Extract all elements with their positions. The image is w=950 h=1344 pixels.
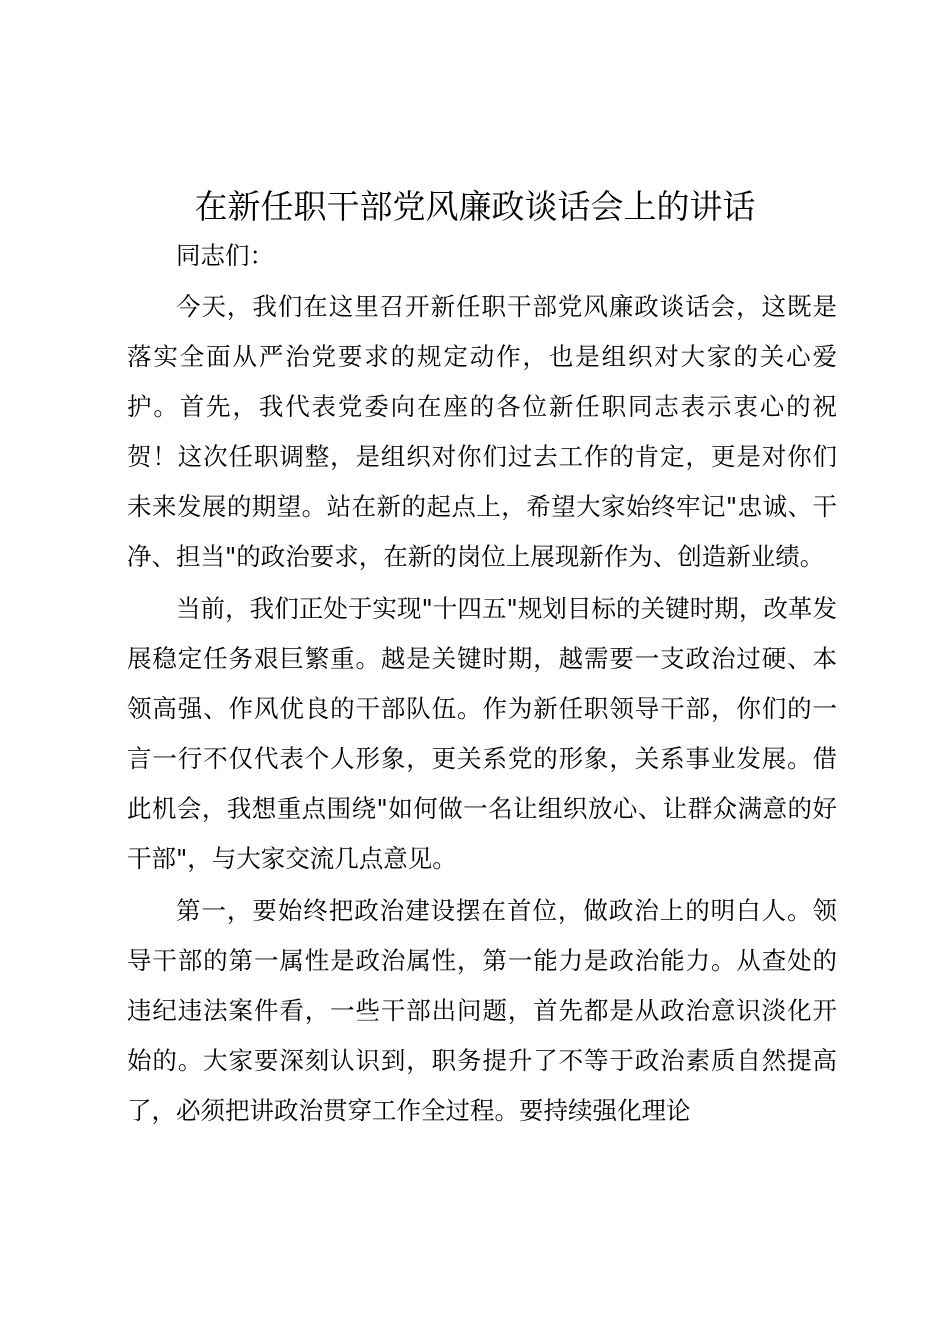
document-title: 在新任职干部党风廉政谈话会上的讲话 xyxy=(194,187,756,226)
paragraph-2: 当前，我们正处于实现"十四五"规划目标的关键时期，改革发展稳定任务艰巨繁重。越是关键时期，越需要一支政治过硬、本领高强、作风优良的干部队伍。作为新任职领导干部，你们的一言一行不仅代表个人形象，更关系党的形象，关系事业发展。借此机会，我想重点围绕"如何做一名让组织放心、让群众满意的好干部"，与大家交流几点意见。 xyxy=(127,594,837,873)
salutation: 同志们： xyxy=(176,241,274,270)
document-body xyxy=(127,232,837,1136)
paragraph-3: 第一，要始终把政治建设摆在首位，做政治上的明白人。领导干部的第一属性是政治属性，第一能力是政治能力。从查处的违纪违法案件看，一些干部出问题，首先都是从政治意识淡化开始的。大家要深刻认识到，职务提升了不等于政治素质自然提高了，必须把讲政治贯穿工作全过程。要持续强化理论 xyxy=(127,896,837,1125)
paragraph-1: 今天，我们在这里召开新任职干部党风廉政谈话会，这既是落实全面从严治党要求的规定动作，也是组织对大家的关心爱护。首先，我代表党委向在座的各位新任职同志表示衷心的祝贺！这次任职调整，是组织对你们过去工作的肯定，更是对你们未来发展的期望。站在新的起点上，希望大家始终牢记"忠诚、干净、担当"的政治要求，在新的岗位上展现新作为、创造新业绩。 xyxy=(127,292,837,571)
